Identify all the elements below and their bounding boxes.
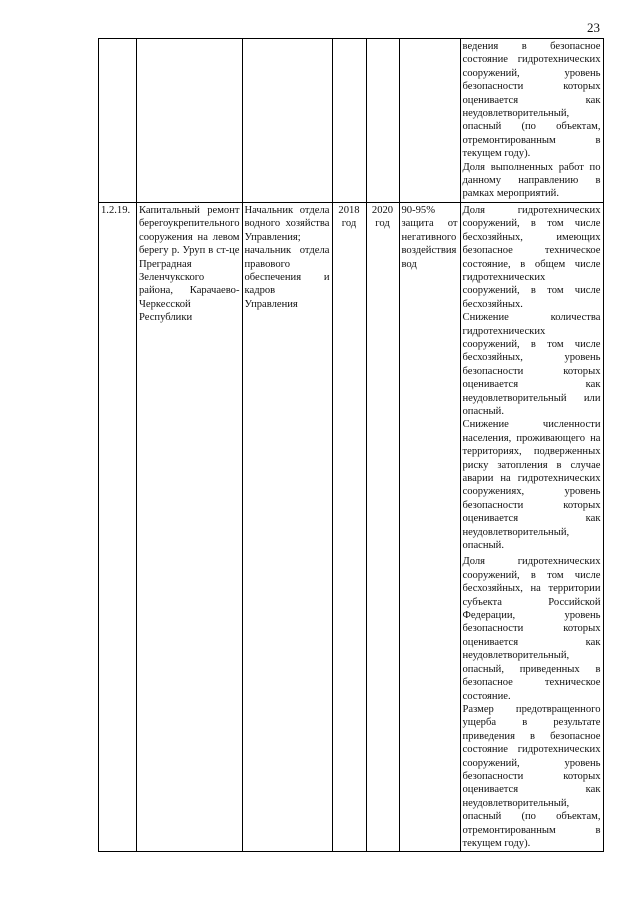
table-row [99,202,604,852]
cell-empty [99,39,137,203]
cell-indicators-continued [460,39,603,203]
indicator-text: Снижение количества гидротехнических сооружений, в том числе бесхозяйных, уровень безопасности которых оценивается как неудовлетворительный или опасный. [462,312,601,417]
responsible-text: Начальник отдела водного хозяйства Управления; начальник отдела правового обеспечения и кадров Управления [244,204,330,310]
start-year: 2018 год [332,202,366,852]
cell-empty [332,39,366,203]
continuation-row [99,39,604,203]
measure-name-text: Капитальный ремонт берегоукрепительного сооружения на левом берегу р. Уруп в ст-це Преградная Зеленчукского района, Карачаево-Черкесской Республики [139,204,240,324]
page-number: 23 [587,20,600,35]
effect-text: 90-95% защита от негативного воздействия вод [401,204,458,270]
row-number: 1.2.19. [99,202,137,852]
indicator-text: Доля гидротехнических сооружений, в том числе бесхозяйных, на территории субъекта Российской Федерации, уровень безопасности которых оценивается как неудовлетворительный, опасный, приведенных в безопасное техническое состояние. [462,556,601,702]
cell-empty [137,39,243,203]
end-year: 2020 год [366,202,399,852]
indicator-text: Доля выполненных работ по данному направлению в рамках мероприятий. [462,161,601,200]
cell-empty [399,39,460,203]
indicator-text: Доля гидротехнических сооружений, в том числе бесхозяйных, имеющих безопасное техническое состояние, в общем числе гидротехнических сооружений, в том числе бесхозяйных. [462,204,601,310]
cell-indicators [460,202,603,852]
cell-empty [366,39,399,203]
indicator-text: Размер предотвращенного ущерба в результате приведения в безопасное состояние гидротехнических сооружений, уровень безопасности которых оценивается как неудовлетворительный, опасный (по объектам, отремонтированным в текущем году). [462,703,601,849]
expected-effect [399,202,460,852]
indicator-text: ведения в безопасное состояние гидротехнических сооружений, уровень безопасности которых оценивается как неудовлетворительный, опасный (по объектам, отремонтированным в текущем году). [462,41,601,160]
cell-empty [242,39,332,203]
indicator-text: Снижение численности населения, проживающего на территориях, подверженных риску затопления в случае аварии на гидротехнических сооружениях, уровень безопасности которых оценивается как неудовлетворительный, опасный. [462,419,601,552]
measure-name [137,202,243,852]
responsible-executor [242,202,332,852]
measures-table [98,38,604,852]
